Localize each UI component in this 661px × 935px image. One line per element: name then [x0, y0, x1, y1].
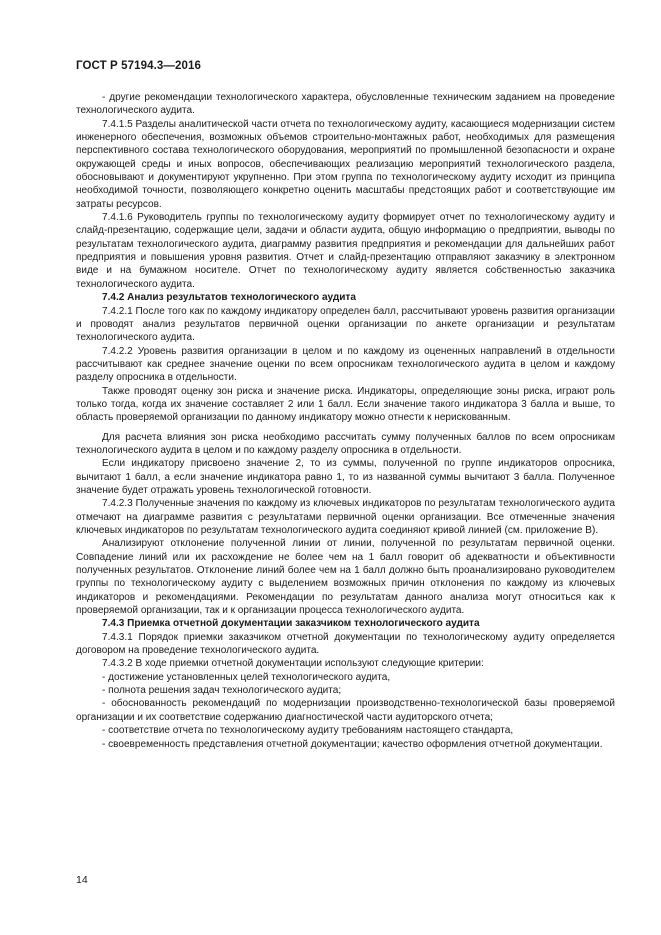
paragraph: 7.4.2.3 Полученные значения по каждому из ключевых индикаторов по результатам технологического аудита отмечают на диаграмме развития с результатами первичной оценки организации. Все отмеченные значения ключевых индикаторов по результатам технологического аудита соединяют кривой линией (см. приложение В). — [76, 498, 615, 536]
document-body — [76, 91, 615, 751]
paragraph: Анализируют отклонение полученной линии от линии, полученной по результатам первичной оценки. Совпадение линий или их расхождение не более чем на 1 балл говорит об адекватности и объективности полученных результатов. Отклонение линий более чем на 1 балл должно быть проанализировано руководителем группы по технологическому аудиту с выделением возможных причин отклонения по каждому из ключевых индикаторов и рекомендациями. Рекомендации по результатам данного анализа могут относиться как к проверяемой организации, так и к организации процесса технологического аудита. — [76, 538, 615, 617]
paragraph: - другие рекомендации технологического характера, обусловленные техническим заданием на проведение технологического аудита. — [76, 92, 615, 117]
paragraph: - полнота решения задач технологического аудита; — [102, 685, 342, 697]
paragraph: - соответствие отчета по технологическому аудиту требованиям настоящего стандарта, — [102, 725, 514, 737]
paragraph: 7.4.1.6 Руководитель группы по технологическому аудиту формирует отчет по технологическому аудиту и слайд-презентацию, содержащие цели, задачи и области аудита, общую информацию о предприятии, выводы по результатам технологического аудита, диаграмму развития предприятия и рекомендации для дальнейших работ предприятия и повышения уровня развития. Отчет и слайд-презентацию отправляют заказчику в электронном виде и на бумажном носителе. Отчет по технологическому аудиту является собственностью заказчика технологического аудита. — [76, 212, 615, 290]
paragraph: 7.4.2.1 После того как по каждому индикатору определен балл, рассчитывают уровень развития организации и проводят анализ результатов первичной оценки организации по анкете организации и результатам технологического аудита. — [76, 305, 615, 344]
paragraph: 7.4.3.2 В ходе приемки отчетной документации используют следующие критерии: — [102, 658, 484, 670]
paragraph: Также проводят оценку зон риска и значение риска. Индикаторы, определяющие зоны риска, играют роль только тогда, когда их значение составляет 2 или 1 балл. Если значение такого индикатора 3 балла и выше, то область проверяемой организации по данному индикатору можно отнести к нерискованным. — [76, 385, 615, 424]
document-header: ГОСТ Р 57194.3—2016 — [76, 60, 201, 72]
page-number: 14 — [76, 874, 88, 886]
section-heading: 7.4.3 Приемка отчетной документации заказчиком технологического аудита — [102, 618, 480, 630]
section-heading: 7.4.2 Анализ результатов технологического аудита — [102, 292, 356, 304]
paragraph: Если индикатору присвоено значение 2, то из суммы, полученной по группе индикаторов опросника, вычитают 1 балл, а если значение индикатора равно 1, то из названной суммы вычитают 3 балла. Полученное значение будет отражать уровень технологической готовности. — [76, 458, 615, 496]
paragraph: - обоснованность рекомендаций по модернизации производственно-технологической базы проверяемой организации и их соответствие содержанию диагностической части аудиторского отчета; — [76, 698, 615, 723]
paragraph: 7.4.3.1 Порядок приемки заказчиком отчетной документации по технологическому аудиту определяется договором на проведение технологического аудита. — [76, 631, 615, 657]
paragraph: - достижение установленных целей технологического аудита, — [102, 671, 391, 683]
paragraph: Для расчета влияния зон риска необходимо рассчитать сумму полученных баллов по всем опросникам технологического аудита в целом и по каждому разделу опросника в отдельности. — [76, 431, 615, 456]
paragraph: 7.4.1.5 Разделы аналитической части отчета по технологическому аудиту, касающиеся модернизации систем инженерного обеспечения, возможных объемов строительно-монтажных работ, необходимых для размещения перспективного состава технологического оборудования, мероприятий по промышленной безопасности и охране окружающей среды и иных вопросов, обеспечивающих реализацию мероприятий технологического раздела, обосновывают и документируют укрупненно. При этом группа по технологическому аудиту исходит из принципа необходимой точности, позволяющего конкретно оценить масштабы предстоящих работ и соответствующие им затраты ресурсов. — [76, 118, 615, 210]
paragraph: 7.4.2.2 Уровень развития организации в целом и по каждому из оцененных направлений в отдельности рассчитывают как среднее значение оценки по всем опросникам технологического аудита в целом и каждому разделу опросника в отдельности. — [76, 345, 615, 384]
paragraph: - своевременность представления отчетной документации; качество оформления отчетной документации. — [102, 738, 603, 750]
